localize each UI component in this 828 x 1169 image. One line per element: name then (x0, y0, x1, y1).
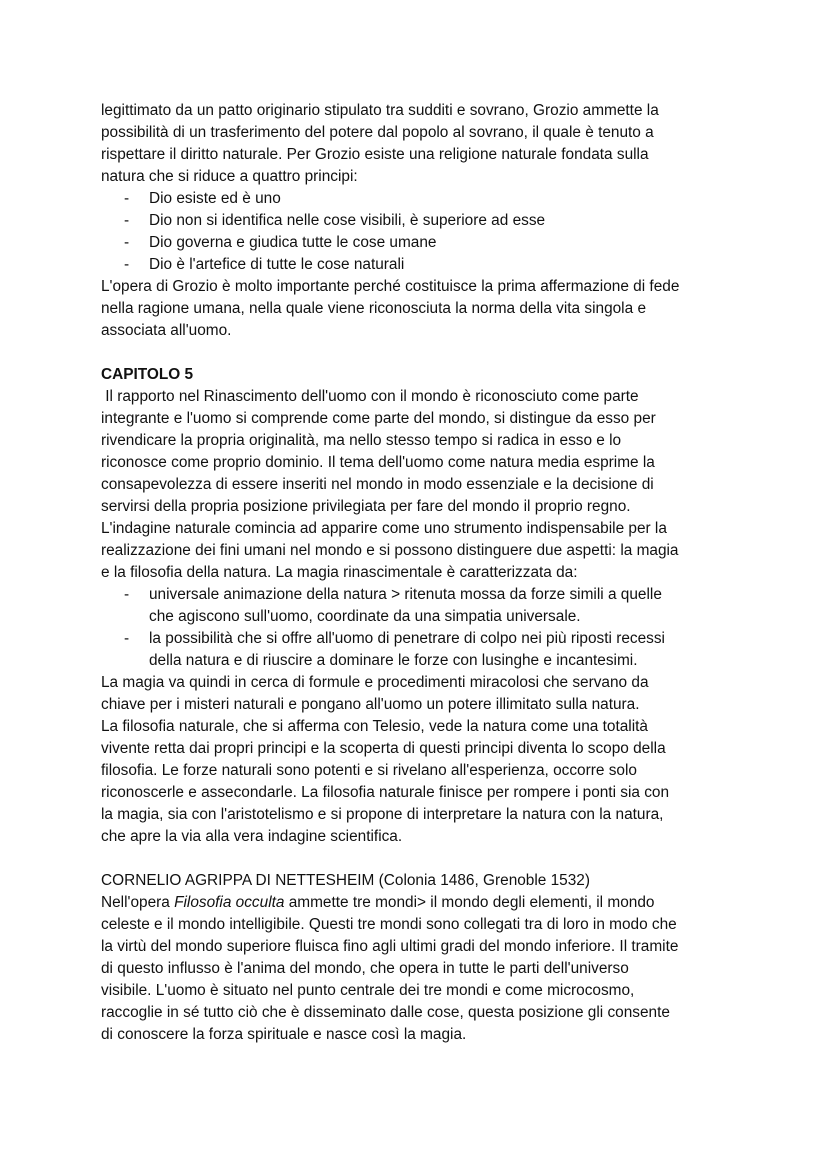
list-item (101, 254, 741, 276)
text-line: La filosofia naturale, che si afferma con Telesio, vede la natura come una totalità (101, 718, 648, 735)
text-line: servirsi della propria posizione privilegiata per fare del mondo il proprio regno. (101, 498, 631, 515)
text-line: riconosce come proprio dominio. Il tema dell'uomo come natura media esprime la (101, 454, 655, 471)
text-line: L'indagine naturale comincia ad apparire come uno strumento indispensabile per la (101, 520, 667, 537)
text-line: rivendicare la propria originalità, ma nello stesso tempo si radica in esso e lo (101, 432, 622, 449)
list-item-line: universale animazione della natura > ritenuta mossa da forze simili a quelle (149, 586, 662, 603)
list-item-text: Dio esiste ed è uno (149, 190, 281, 207)
text-line: legittimato da un patto originario stipulato tra sudditi e sovrano, Grozio ammette la (101, 102, 659, 119)
text-line: natura che si riduce a quattro principi: (101, 168, 358, 185)
text-line: L'opera di Grozio è molto importante perché costituisce la prima affermazione di fede (101, 278, 680, 295)
text-span: Nell'opera (101, 894, 175, 911)
text-line: possibilità di un trasferimento del potere dal popolo al sovrano, il quale è tenuto a (101, 124, 654, 141)
text-line: Il rapporto nel Rinascimento dell'uomo con il mondo è riconosciuto come parte (101, 388, 639, 405)
work-title: Filosofia occulta (174, 894, 285, 911)
list-item (101, 188, 741, 210)
text-line: celeste e il mondo intelligibile. Questi tre mondi sono collegati tra di loro in modo che (101, 916, 677, 933)
intro-paragraph (101, 100, 741, 188)
text-line: la magia, sia con l'aristotelismo e si propone di interpretare la natura con la natura, (101, 806, 664, 823)
bullet-dash: - (124, 234, 130, 251)
list-item (101, 628, 741, 672)
bullet-dash: - (124, 256, 130, 273)
text-line: di questo influsso è l'anima del mondo, che opera in tutte le parti dell'universo (101, 960, 629, 977)
chapter-heading: CAPITOLO 5 (101, 366, 194, 383)
list-item (101, 210, 741, 232)
document-page (101, 100, 741, 1046)
list-item-line: la possibilità che si offre all'uomo di penetrare di colpo nei più riposti recessi (149, 630, 665, 647)
text-line: riconoscerle e assecondarle. La filosofia naturale finisce per rompere i ponti sia con (101, 784, 670, 801)
text-line (101, 892, 741, 914)
bullet-dash: - (124, 586, 130, 603)
magic-traits-list (101, 584, 741, 672)
bullet-dash: - (124, 630, 130, 647)
list-item (101, 584, 741, 628)
text-line: consapevolezza di essere inseriti nel mondo in modo essenziale e la decisione di (101, 476, 654, 493)
text-line: visibile. L'uomo è situato nel punto centrale dei tre mondi e come microcosmo, (101, 982, 635, 999)
text-line: La magia va quindi in cerca di formule e procedimenti miracolosi che servano da (101, 674, 649, 691)
principles-list (101, 188, 741, 276)
text-line: vivente retta dai propri principi e la scoperta di questi principi diventa lo scopo della (101, 740, 666, 757)
list-item-text: Dio è l'artefice di tutte le cose naturali (149, 256, 405, 273)
text-line: associata all'uomo. (101, 322, 232, 339)
section-heading: CORNELIO AGRIPPA DI NETTESHEIM (Colonia 1486, Grenoble 1532) (101, 872, 590, 889)
chapter-paragraph (101, 386, 741, 584)
text-line: nella ragione umana, nella quale viene riconosciuta la norma della vita singola e (101, 300, 646, 317)
text-span: ammette tre mondi> il mondo degli elementi, il mondo (284, 894, 655, 911)
agrippa-paragraph (101, 892, 741, 1046)
text-line: rispettare il diritto naturale. Per Grozio esiste una religione naturale fondata sulla (101, 146, 649, 163)
list-item-text: Dio non si identifica nelle cose visibili, è superiore ad esse (149, 212, 546, 229)
list-item-line: della natura e di riuscire a dominare le forze con lusinghe e incantesimi. (149, 652, 638, 669)
text-line: filosofia. Le forze naturali sono potenti e si rivelano all'esperienza, occorre solo (101, 762, 637, 779)
text-line: la virtù del mondo superiore fluisca fino agli ultimi gradi del mondo inferiore. Il tramite (101, 938, 679, 955)
text-line: e la filosofia della natura. La magia rinascimentale è caratterizzata da: (101, 564, 578, 581)
text-line: di conoscere la forza spirituale e nasce così la magia. (101, 1026, 467, 1043)
bullet-dash: - (124, 190, 130, 207)
text-line: raccoglie in sé tutto ciò che è disseminato dalle cose, questa posizione gli consente (101, 1004, 670, 1021)
list-item-text: Dio governa e giudica tutte le cose umane (149, 234, 437, 251)
grozio-conclusion (101, 276, 741, 342)
text-line: integrante e l'uomo si comprende come parte del mondo, si distingue da esso per (101, 410, 656, 427)
bullet-dash: - (124, 212, 130, 229)
text-line: realizzazione dei fini umani nel mondo e si possono distinguere due aspetti: la magia (101, 542, 679, 559)
text-line: che apre la via alla vera indagine scientifica. (101, 828, 403, 845)
natural-philosophy-paragraph (101, 672, 741, 848)
list-item-line: che agiscono sull'uomo, coordinate da una simpatia universale. (149, 608, 581, 625)
text-line: chiave per i misteri naturali e pongano all'uomo un potere illimitato sulla natura. (101, 696, 640, 713)
list-item (101, 232, 741, 254)
